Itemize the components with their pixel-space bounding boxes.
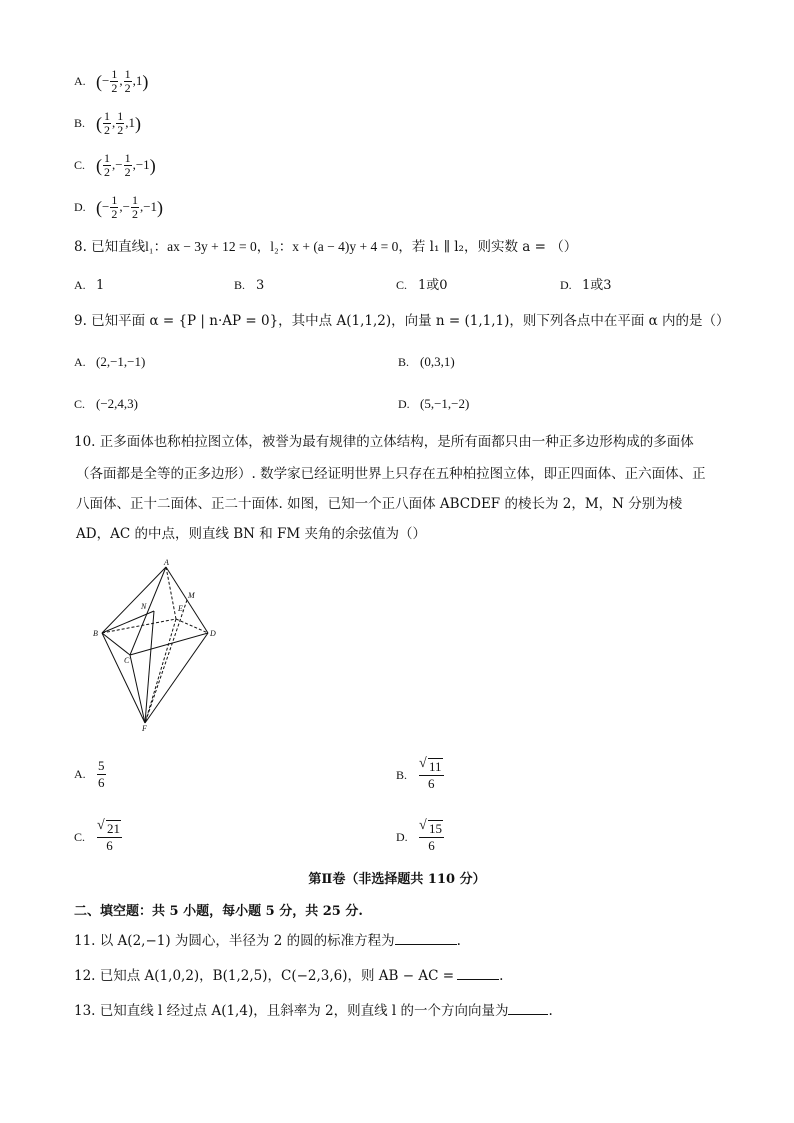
comma: ,	[112, 115, 116, 130]
last-coord: −1	[135, 157, 150, 172]
sign-1: −	[102, 73, 110, 88]
option-label: D.	[396, 829, 408, 844]
label-n: N	[141, 602, 147, 611]
q10-line-3: 八面体、正十二面体、正二十面体. 如图，已知一个正八面体 ABCDEF 的棱长为 2，M，N 分别为棱	[76, 496, 683, 512]
q8-stem-lead: 8. 已知直线	[74, 239, 146, 255]
option-label: A.	[74, 767, 86, 781]
label-a: A	[164, 558, 169, 567]
q8-option-b[interactable]: B. 3	[234, 278, 265, 293]
q12-blank[interactable]	[457, 967, 499, 980]
last-coord: 1	[128, 115, 135, 130]
q11-text: 11. 以 A(2,−1) 为圆心，半径为 2 的圆的标准方程为	[74, 933, 395, 949]
q7-option-d[interactable]	[74, 194, 163, 221]
octahedron-figure	[90, 555, 230, 735]
sign-2: −	[115, 157, 123, 172]
label-b: B	[93, 629, 98, 638]
q8-l1: l₁	[145, 239, 154, 254]
q9-option-c[interactable]: C. (−2,4,3)	[74, 396, 138, 411]
option-label: C.	[74, 829, 86, 844]
fraction-1: $\frac{1}{2}$	[104, 151, 110, 179]
label-m: M	[188, 591, 195, 600]
q13	[74, 1001, 553, 1021]
answer-fraction: √ $\frac{15}{6}$	[419, 820, 444, 854]
fraction-2: $\frac{1}{2}$	[117, 109, 124, 137]
paren-close: )	[157, 197, 164, 218]
option-label: D.	[74, 200, 86, 214]
q8-stem: 8. 已知直线l₁：ax − 3y + 12 = 0，l₂：x + (a − 4)y + 4 = 0，若 l₁ ∥ l₂，则实数 a = （）	[74, 239, 578, 255]
q12	[74, 966, 503, 986]
q10-line-1: 10. 正多面体也称柏拉图立体，被誉为最有规律的立体结构，是所有面都只由一种正多边形构成的多面体	[74, 434, 694, 450]
answer-fraction: √ $\frac{21}{6}$	[97, 820, 122, 854]
fraction-2: $\frac{1}{2}$	[124, 67, 131, 95]
option-label: C.	[74, 158, 86, 172]
fraction-2: $\frac{1}{2}$	[124, 151, 131, 179]
q8-eq2: ：x + (a − 4)y + 4 = 0	[278, 239, 399, 254]
comma: ,	[119, 73, 123, 88]
sign-2: −	[122, 199, 130, 214]
sign-1: −	[102, 199, 110, 214]
paren-open: (	[96, 197, 102, 218]
q10-line-2: （各面都是全等的正多边形）. 数学家已经证明世界上只存在五种柏拉图立体，即正四面体、正六面体、正	[76, 466, 706, 482]
q10-line-4: AD，AC 的中点，则直线 BN 和 FM 夹角的余弦值为（）	[76, 526, 427, 542]
q10-option-d[interactable]	[396, 820, 445, 854]
paren-close: )	[135, 113, 141, 134]
q13-blank[interactable]	[508, 1002, 548, 1015]
q8-option-c[interactable]: C. 1或0	[396, 278, 448, 293]
last-coord: −1	[143, 199, 158, 214]
q10-option-c[interactable]	[74, 820, 123, 854]
q8-option-d[interactable]: D. 1或3	[560, 278, 612, 293]
q11-end: .	[456, 933, 461, 949]
label-d: D	[210, 629, 216, 638]
q10-option-b[interactable]	[396, 758, 445, 792]
q9-option-a[interactable]: A. (2,−1,−1)	[74, 354, 146, 369]
option-label: A.	[74, 74, 86, 88]
part2-heading: 第Ⅱ卷（非选择题共 110 分）	[308, 872, 486, 887]
q7-option-c[interactable]	[74, 152, 156, 179]
section2-title: 二、填空题：共 5 小题，每小题 5 分，共 25 分.	[74, 904, 363, 919]
fraction-1: $\frac{1}{2}$	[111, 67, 118, 95]
last-coord: 1	[135, 73, 143, 88]
option-label: B.	[74, 116, 86, 130]
q12-end: .	[499, 968, 504, 984]
q8-option-a[interactable]: A. 1	[74, 278, 105, 293]
fraction-1: $\frac{1}{2}$	[111, 193, 118, 221]
label-c: C	[124, 656, 130, 665]
q9-option-d[interactable]: D. (5,−1,−2)	[398, 396, 470, 411]
q12-text: 12. 已知点 A(1,0,2)，B(1,2,5)，C(−2,3,6)，则 AB − AC =	[74, 968, 455, 984]
q13-text: 13. 已知直线 l 经过点 A(1,4)，且斜率为 2，则直线 l 的一个方向向量为	[74, 1003, 509, 1019]
comma: ,	[139, 199, 144, 214]
answer-fraction: $\frac{5}{6}$	[98, 758, 105, 790]
q9-stem: 9. 已知平面 α = {P | n·AP = 0}，其中点 A(1,1,2)，向量 n = (1,1,1)，则下列各点中在平面 α 内的是（）	[74, 313, 730, 329]
q10-option-a[interactable]	[74, 758, 107, 791]
q7-option-b[interactable]	[74, 110, 141, 137]
fraction-1: $\frac{1}{2}$	[104, 109, 110, 137]
option-label: B.	[396, 767, 408, 782]
comma: ,	[119, 199, 123, 214]
comma: ,	[112, 157, 116, 172]
paren-open: (	[96, 71, 102, 92]
paren-close: )	[142, 71, 149, 92]
q11-blank[interactable]	[395, 932, 457, 945]
q7-option-a[interactable]	[74, 68, 148, 95]
q13-end: .	[548, 1003, 553, 1019]
label-e: E	[178, 604, 183, 613]
q8-condition: ，若 l₁ ∥ l₂，则实数 a = （）	[398, 239, 578, 255]
comma: ,	[125, 115, 129, 130]
q11	[74, 931, 461, 951]
fraction-2: $\frac{1}{2}$	[131, 193, 138, 221]
comma: ,	[132, 157, 136, 172]
paren-open: (	[96, 155, 102, 176]
q8-eq1: ：ax − 3y + 12 = 0	[153, 239, 257, 254]
paren-open: (	[96, 113, 102, 134]
comma: ,	[132, 73, 136, 88]
label-f: F	[142, 724, 147, 733]
q9-option-b[interactable]: B. (0,3,1)	[398, 354, 455, 369]
paren-close: )	[149, 155, 156, 176]
answer-fraction: √ $\frac{11}{6}$	[419, 758, 444, 792]
q8-l2: l₂	[270, 239, 279, 254]
